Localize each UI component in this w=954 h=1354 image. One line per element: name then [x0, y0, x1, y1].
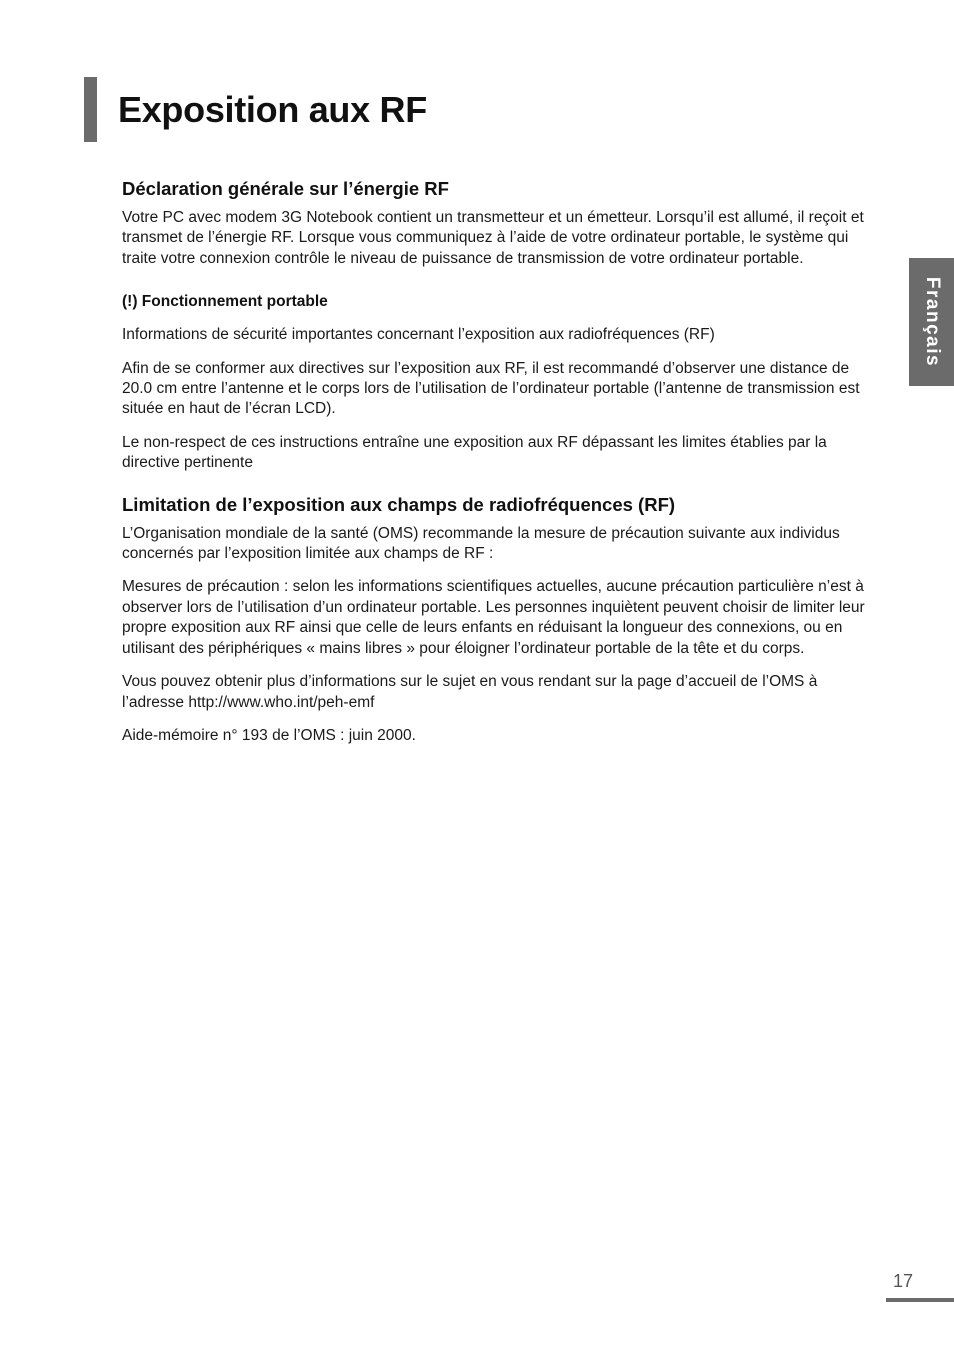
page-number-rule	[886, 1298, 954, 1302]
page-content	[122, 176, 867, 759]
title-accent-bar	[84, 77, 97, 142]
paragraph-intro: Votre PC avec modem 3G Notebook contient un transmetteur et un émetteur. Lorsqu’il est allumé, il reçoit et transmet de l’énergie RF. Lorsque vous communiquez à l’aide de votre ordinateur portable, le système qui traite votre connexion contrôle le niveau de puissance de transmission de votre ordinateur portable.	[122, 209, 864, 267]
section-heading-exposure-limitation: Limitation de l’exposition aux champs de radiofréquences (RF)	[122, 493, 676, 515]
paragraph-safety-info: Informations de sécurité importantes concernant l’exposition aux radiofréquences (RF)	[122, 326, 715, 344]
paragraph-more-info: Vous pouvez obtenir plus d’informations sur le sujet en vous rendant sur la page d’accueil de l’OMS à l’adresse http://www.who.int/peh-emf	[122, 673, 818, 711]
section-heading-rf-energy: Déclaration générale sur l’énergie RF	[122, 178, 449, 199]
page-title: Exposition aux RF	[118, 89, 427, 130]
paragraph-distance-guideline: Afin de se conformer aux directives sur l’exposition aux RF, il est recommandé d’observer une distance de 20.0 cm entre l’antenne et le corps lors de l’utilisation de l’ordinateur portable (l’antenne de transmission est située en haut de l’écran LCD).	[122, 359, 860, 418]
subheading-portable-operation: (!) Fonctionnement portable	[122, 293, 328, 311]
paragraph-precautions: Mesures de précaution : selon les informations scientifiques actuelles, aucune précaution particulière n’est à observer lors de l’utilisation d’un ordinateur portable. Les personnes inquiètent peuvent choisir de limiter leur propre exposition aux RF ainsi que celle de leurs enfants en réduisant la longueur des connexions, ou en utilisant des périphériques « mains libres » pour éloigner l’ordinateur portable de la tête et du corps.	[122, 578, 865, 657]
page-number: 17	[893, 1271, 914, 1291]
paragraph-who-recommendation: L’Organisation mondiale de la santé (OMS) recommande la mesure de précaution suivante aux individus concernés par l’exposition limitée aux champs de RF :	[122, 524, 840, 563]
paragraph-noncompliance: Le non-respect de ces instructions entraîne une exposition aux RF dépassant les limites établies par la directive pertinente	[122, 433, 827, 472]
language-tab	[909, 258, 954, 386]
language-tab-label: Français	[921, 276, 943, 368]
paragraph-fact-sheet: Aide-mémoire n° 193 de l’OMS : juin 2000.	[122, 726, 416, 744]
